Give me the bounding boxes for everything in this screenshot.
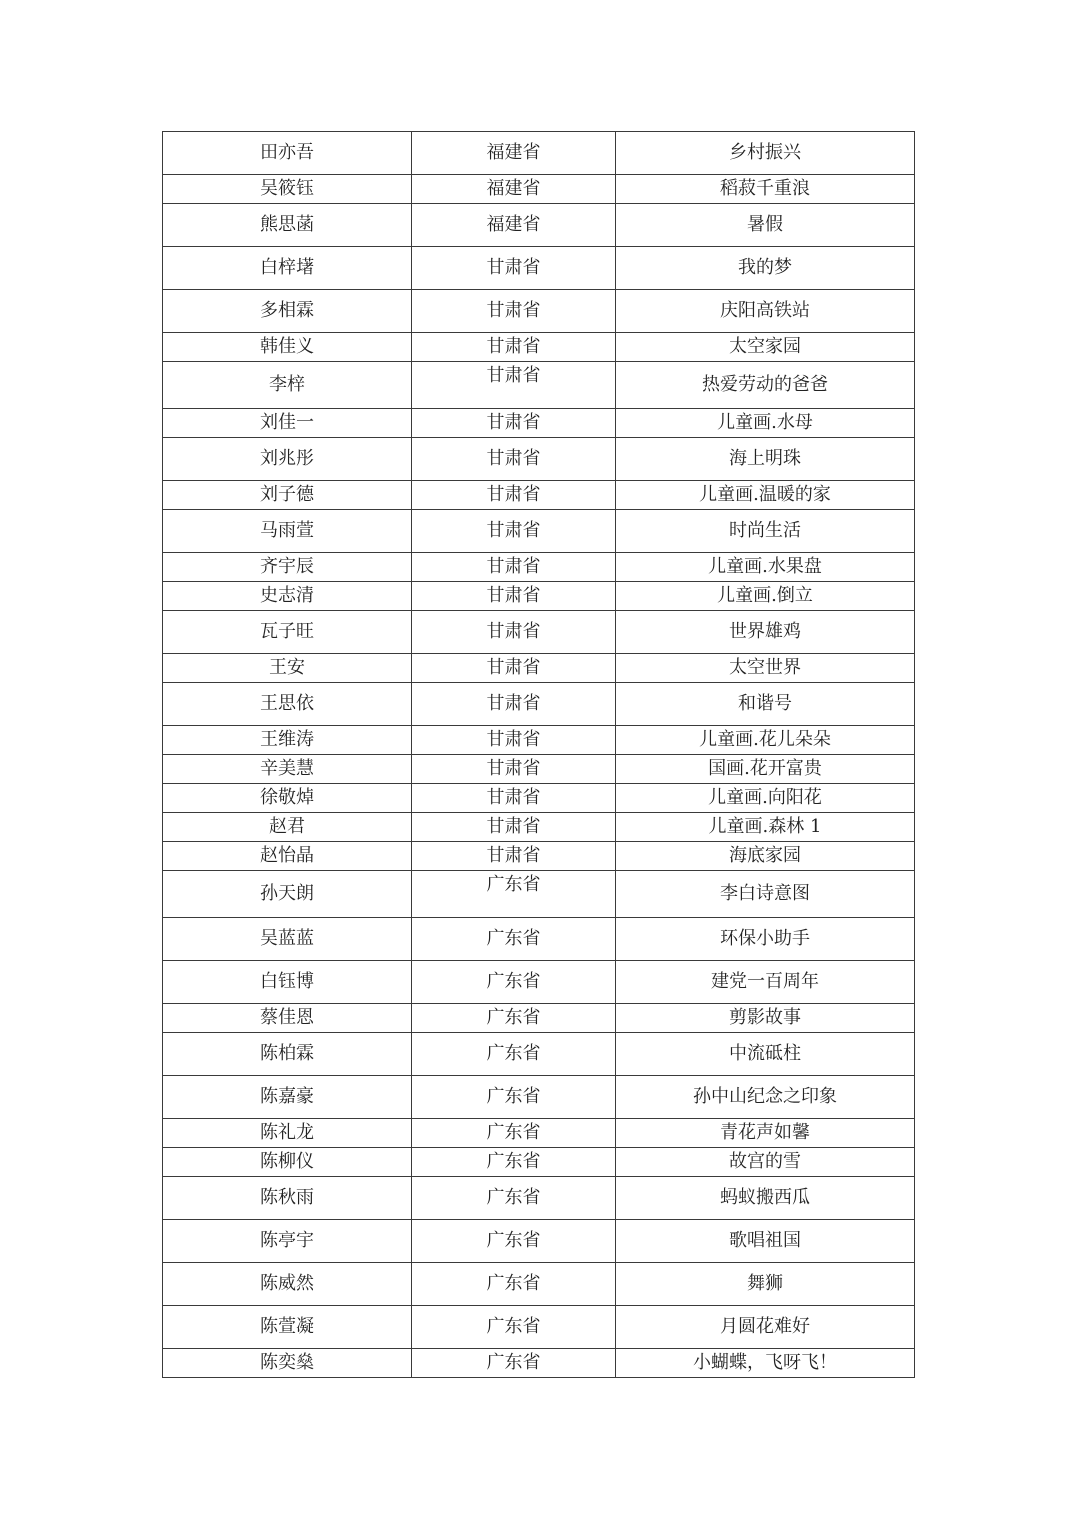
table-row xyxy=(163,1263,915,1306)
table-row xyxy=(163,409,915,438)
title-cell: 乡村振兴 xyxy=(616,132,915,175)
title-cell: 儿童画.森林 1 xyxy=(616,813,915,842)
province-cell: 甘肃省 xyxy=(412,510,616,553)
name-cell: 陈柳仪 xyxy=(163,1148,412,1177)
table-row xyxy=(163,871,915,918)
table-row xyxy=(163,204,915,247)
name-cell: 陈萱凝 xyxy=(163,1306,412,1349)
title-cell: 小蝴蝶，飞呀飞！ xyxy=(616,1349,915,1378)
title-cell: 海上明珠 xyxy=(616,438,915,481)
name-cell: 陈亭宇 xyxy=(163,1220,412,1263)
table-row xyxy=(163,553,915,582)
name-cell: 刘子德 xyxy=(163,481,412,510)
title-cell: 我的梦 xyxy=(616,247,915,290)
table-row xyxy=(163,438,915,481)
table-row xyxy=(163,1306,915,1349)
title-cell: 剪影故事 xyxy=(616,1004,915,1033)
title-cell: 热爱劳动的爸爸 xyxy=(616,362,915,409)
table-row xyxy=(163,510,915,553)
title-cell: 暑假 xyxy=(616,204,915,247)
province-cell: 甘肃省 xyxy=(412,842,616,871)
table-row xyxy=(163,755,915,784)
table-row xyxy=(163,132,915,175)
province-cell: 甘肃省 xyxy=(412,481,616,510)
table-row xyxy=(163,842,915,871)
title-cell: 国画.花开富贵 xyxy=(616,755,915,784)
name-cell: 吴蓝蓝 xyxy=(163,918,412,961)
title-cell: 太空家园 xyxy=(616,333,915,362)
title-cell: 建党一百周年 xyxy=(616,961,915,1004)
title-cell: 孙中山纪念之印象 xyxy=(616,1076,915,1119)
name-cell: 陈礼龙 xyxy=(163,1119,412,1148)
name-cell: 刘佳一 xyxy=(163,409,412,438)
title-cell: 环保小助手 xyxy=(616,918,915,961)
province-cell: 甘肃省 xyxy=(412,611,616,654)
table-row xyxy=(163,784,915,813)
province-cell: 甘肃省 xyxy=(412,755,616,784)
table-row xyxy=(163,611,915,654)
province-cell: 广东省 xyxy=(412,1263,616,1306)
table-row xyxy=(163,362,915,409)
table-row xyxy=(163,961,915,1004)
province-cell: 广东省 xyxy=(412,1033,616,1076)
title-cell: 舞狮 xyxy=(616,1263,915,1306)
province-cell: 福建省 xyxy=(412,204,616,247)
name-cell: 瓦子旺 xyxy=(163,611,412,654)
name-cell: 吴筱钰 xyxy=(163,175,412,204)
title-cell: 海底家园 xyxy=(616,842,915,871)
province-cell: 福建省 xyxy=(412,132,616,175)
province-cell: 甘肃省 xyxy=(412,409,616,438)
title-cell: 歌唱祖国 xyxy=(616,1220,915,1263)
title-cell: 青花声如馨 xyxy=(616,1119,915,1148)
title-cell: 蚂蚁搬西瓜 xyxy=(616,1177,915,1220)
province-cell: 甘肃省 xyxy=(412,813,616,842)
title-cell: 和谐号 xyxy=(616,683,915,726)
name-cell: 孙天朗 xyxy=(163,871,412,918)
province-cell: 甘肃省 xyxy=(412,333,616,362)
table-row xyxy=(163,1033,915,1076)
name-cell: 史志清 xyxy=(163,582,412,611)
table-row xyxy=(163,1349,915,1378)
roster-body xyxy=(163,132,915,1378)
name-cell: 蔡佳恩 xyxy=(163,1004,412,1033)
name-cell: 王维涛 xyxy=(163,726,412,755)
table-row xyxy=(163,175,915,204)
table-row xyxy=(163,918,915,961)
name-cell: 白钰博 xyxy=(163,961,412,1004)
name-cell: 陈奕燊 xyxy=(163,1349,412,1378)
table-row xyxy=(163,683,915,726)
province-cell: 甘肃省 xyxy=(412,654,616,683)
table-row xyxy=(163,1177,915,1220)
roster-table xyxy=(162,131,915,1378)
table-row xyxy=(163,1076,915,1119)
name-cell: 多相霖 xyxy=(163,290,412,333)
name-cell: 陈柏霖 xyxy=(163,1033,412,1076)
table-row xyxy=(163,726,915,755)
province-cell: 甘肃省 xyxy=(412,290,616,333)
name-cell: 王安 xyxy=(163,654,412,683)
name-cell: 陈秋雨 xyxy=(163,1177,412,1220)
name-cell: 陈威然 xyxy=(163,1263,412,1306)
name-cell: 王思依 xyxy=(163,683,412,726)
title-cell: 儿童画.温暖的家 xyxy=(616,481,915,510)
title-cell: 世界雄鸡 xyxy=(616,611,915,654)
name-cell: 赵君 xyxy=(163,813,412,842)
title-cell: 儿童画.水母 xyxy=(616,409,915,438)
title-cell: 稻菽千重浪 xyxy=(616,175,915,204)
province-cell: 甘肃省 xyxy=(412,247,616,290)
province-cell: 广东省 xyxy=(412,1220,616,1263)
name-cell: 白梓墸 xyxy=(163,247,412,290)
table-row xyxy=(163,481,915,510)
table-row xyxy=(163,1119,915,1148)
province-cell: 甘肃省 xyxy=(412,582,616,611)
province-cell: 广东省 xyxy=(412,961,616,1004)
title-cell: 儿童画.向阳花 xyxy=(616,784,915,813)
table-row xyxy=(163,813,915,842)
title-cell: 中流砥柱 xyxy=(616,1033,915,1076)
province-cell: 甘肃省 xyxy=(412,784,616,813)
title-cell: 儿童画.倒立 xyxy=(616,582,915,611)
table-row xyxy=(163,247,915,290)
table-row xyxy=(163,1220,915,1263)
table-row xyxy=(163,1004,915,1033)
name-cell: 韩佳义 xyxy=(163,333,412,362)
name-cell: 李梓 xyxy=(163,362,412,409)
title-cell: 月圆花难好 xyxy=(616,1306,915,1349)
name-cell: 徐敬焯 xyxy=(163,784,412,813)
table-row xyxy=(163,582,915,611)
name-cell: 田亦吾 xyxy=(163,132,412,175)
province-cell: 广东省 xyxy=(412,1177,616,1220)
province-cell: 福建省 xyxy=(412,175,616,204)
name-cell: 辛美慧 xyxy=(163,755,412,784)
name-cell: 马雨萱 xyxy=(163,510,412,553)
name-cell: 刘兆彤 xyxy=(163,438,412,481)
province-cell: 广东省 xyxy=(412,1004,616,1033)
province-cell: 广东省 xyxy=(412,918,616,961)
province-cell: 广东省 xyxy=(412,1119,616,1148)
title-cell: 庆阳高铁站 xyxy=(616,290,915,333)
province-cell: 广东省 xyxy=(412,1349,616,1378)
title-cell: 儿童画.花儿朵朵 xyxy=(616,726,915,755)
province-cell: 甘肃省 xyxy=(412,683,616,726)
table-row xyxy=(163,333,915,362)
name-cell: 熊思菡 xyxy=(163,204,412,247)
province-cell: 甘肃省 xyxy=(412,438,616,481)
title-cell: 太空世界 xyxy=(616,654,915,683)
name-cell: 赵怡晶 xyxy=(163,842,412,871)
title-cell: 李白诗意图 xyxy=(616,871,915,918)
table-row xyxy=(163,1148,915,1177)
province-cell: 甘肃省 xyxy=(412,553,616,582)
province-cell: 甘肃省 xyxy=(412,362,616,409)
name-cell: 齐宇辰 xyxy=(163,553,412,582)
table-row xyxy=(163,290,915,333)
province-cell: 甘肃省 xyxy=(412,726,616,755)
province-cell: 广东省 xyxy=(412,1306,616,1349)
province-cell: 广东省 xyxy=(412,1148,616,1177)
title-cell: 时尚生活 xyxy=(616,510,915,553)
province-cell: 广东省 xyxy=(412,871,616,918)
name-cell: 陈嘉豪 xyxy=(163,1076,412,1119)
province-cell: 广东省 xyxy=(412,1076,616,1119)
title-cell: 儿童画.水果盘 xyxy=(616,553,915,582)
title-cell: 故宫的雪 xyxy=(616,1148,915,1177)
table-row xyxy=(163,654,915,683)
